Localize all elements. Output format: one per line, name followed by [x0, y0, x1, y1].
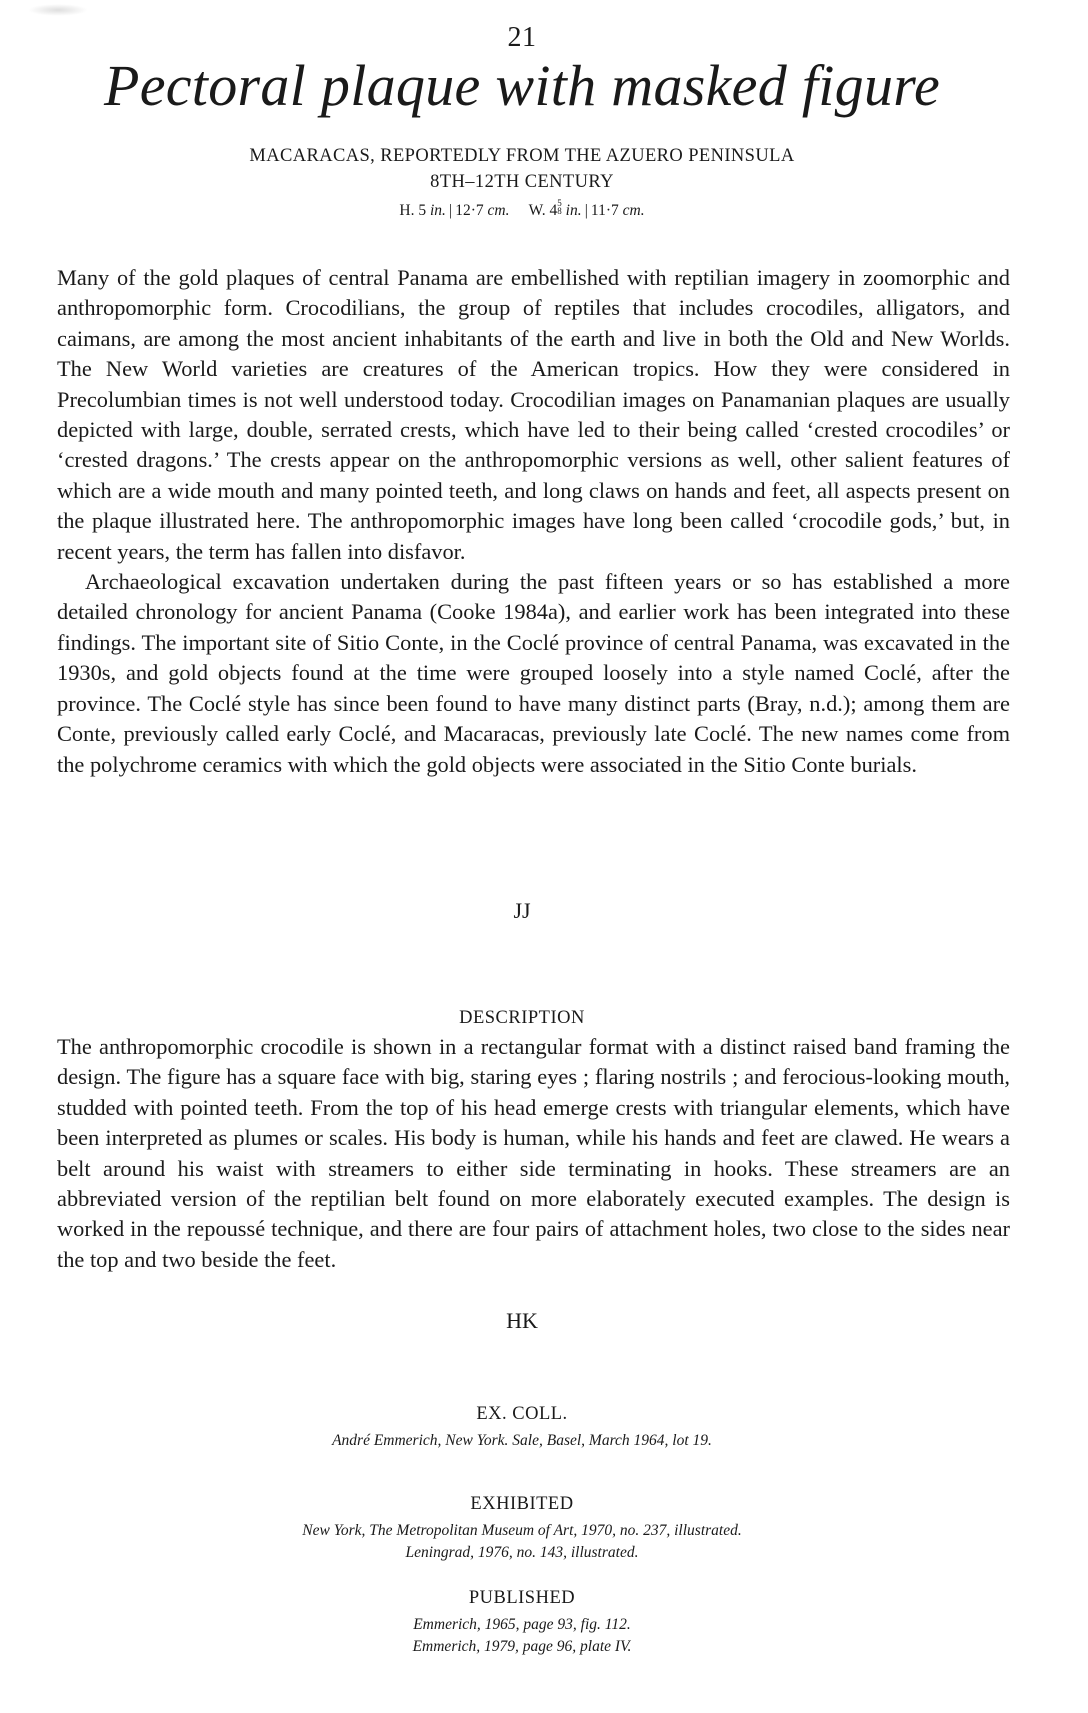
exhibited-entry: Leningrad, 1976, no. 143, illustrated. [405, 1544, 639, 1561]
height-inch-unit: in. [429, 202, 446, 219]
scan-artifact [28, 4, 88, 16]
intro-author-initials: JJ [513, 898, 531, 923]
ex-coll-heading: EX. COLL. [476, 1404, 568, 1424]
exhibited-list [57, 1520, 987, 1564]
object-attribution [57, 143, 987, 195]
width-inch-unit: in. [565, 202, 582, 219]
width-cm: 11·7 [590, 202, 619, 219]
culture-provenance: MACARACAS, REPORTEDLY FROM THE AZUERO PENINSULA [249, 146, 795, 166]
description-paragraph: The anthropomorphic crocodile is shown in a rectangular format with a distinct raised band framing the design. The figure has a square face with big, staring eyes ; flaring nostrils ; and ferocious-looking mouth, studded with pointed teeth. From the top of his head emerge crests with triangular elements, which have been interpreted as plumes or scales. His body is human, while his hands and feet are clawed. He wears a belt around his waist with streamers to either side terminating in hooks. These streamers are an abbreviated version of the reptilian belt found on more elaborately executed examples. The design is worked in the repoussé technique, and there are four pairs of attachment holes, two close to the sides near the top and two beside the feet. [57, 1034, 1010, 1272]
ex-coll-list [57, 1430, 987, 1452]
page-number: 21 [507, 22, 537, 53]
intro-paragraph: Archaeological excavation undertaken during the past fifteen years or so has established a more detailed chronology for ancient Panama (Cooke 1984a), and earlier work has been integrated into these findings. The important site of Sitio Conte, in the Coclé province of central Panama, was excavated in the 1930s, and gold objects found at the time were grouped loosely into a style named Coclé, after the province. The Coclé style has since been found to have many distinct parts (Bray, n.d.); among them are Conte, previously called early Coclé, and Macaracas, previously late Coclé. The new names come from the polychrome ceramics with which the gold objects were associated in the Sitio Conte burials. [57, 569, 1010, 777]
exhibited-entry: New York, The Metropolitan Museum of Art, 1970, no. 237, illustrated. [302, 1522, 742, 1539]
intro-essay [57, 263, 1010, 780]
intro-paragraph: Many of the gold plaques of central Panama are embellished with reptilian imagery in zoomorphic and anthropomorphic form. Crocodilians, the group of reptiles that includes crocodiles, alligators, and caimans, are among the most ancient inhabitants of the earth and live in both the Old and New Worlds. The New World varieties are creatures of the American tropics. How they were considered in Precolumbian times is not well understood today. Crocodilian images on Panamanian plaques are usually depicted with large, double, serrated crests, which have led to their being called ‘crested crocodiles’ or ‘crested dragons.’ The crests appear on the anthropomorphic versions as well, other salient features of which are a wide mouth and many pointed teeth, and long claws on hands and feet, all aspects present on the plaque illustrated here. The anthropomorphic images have long been called ‘crocodile gods,’ but, in recent years, the term has fallen into disfavor. [57, 265, 1010, 564]
published-list [57, 1614, 987, 1658]
width-cm-unit: cm. [622, 202, 645, 219]
description-section [57, 1032, 1010, 1275]
published-entry: Emmerich, 1979, page 96, plate IV. [412, 1638, 632, 1655]
dimension-separator: | [581, 202, 591, 219]
width-fraction-numerator: 5 [557, 198, 562, 208]
published-entry: Emmerich, 1965, page 93, fig. 112. [413, 1616, 631, 1633]
height-cm-unit: cm. [487, 202, 510, 219]
width-fraction [557, 199, 562, 215]
page-title: Pectoral plaque with masked figure [103, 53, 941, 118]
description-author-initials: HK [506, 1308, 538, 1333]
date-range: 8TH–12TH CENTURY [430, 172, 614, 192]
description-heading: DESCRIPTION [459, 1008, 585, 1028]
ex-coll-entry: André Emmerich, New York. Sale, Basel, March 1964, lot 19. [332, 1432, 712, 1449]
height-cm: 12·7 [455, 202, 484, 219]
width-label: W. 4 [528, 202, 558, 219]
published-heading: PUBLISHED [468, 1588, 576, 1608]
dimensions [57, 199, 987, 222]
width-fraction-denominator: 8 [557, 206, 562, 216]
exhibited-heading: EXHIBITED [470, 1494, 574, 1514]
height-label: H. 5 [399, 202, 427, 219]
dimension-separator: | [445, 202, 456, 219]
